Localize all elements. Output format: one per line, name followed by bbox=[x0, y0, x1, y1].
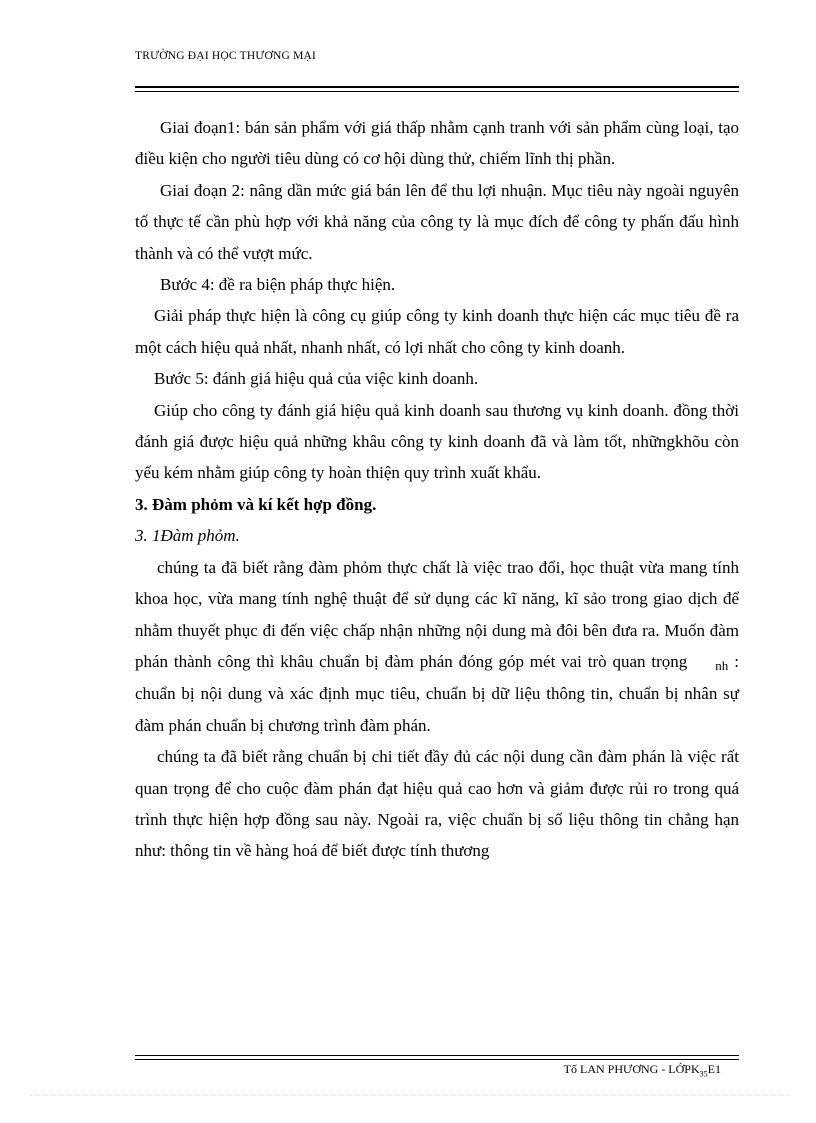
page-footer bbox=[564, 1062, 721, 1078]
paragraph-step-4: Bước 4: đề ra biện pháp thực hiện. bbox=[160, 275, 396, 295]
paragraph-preparation: chúng ta đã biết rằng chuẩn bị chi tiết đầy đủ các nội dung cần đàm phán là việc rất quan trọng để cho cuộc đàm phán đạt hiệu quả cao hơn và giảm được rủi ro trong quá trình thực hiện hợp đồng sau này. Ngoài ra, việc chuẩn bị số liệu thông tin chẳng hạn như: thông tin về hàng hoá để biết được tính thương bbox=[135, 747, 739, 861]
paragraph-phase-2: Giai đoạn 2: nâng dần mức giá bán lên để thu lợi nhuận. Mục tiêu này ngoài nguyên tố thực tế cần phù hợp với khả năng của công ty là mục đích để công ty phấn đấu hình thành và có thể vượt mức. bbox=[135, 180, 739, 263]
inline-abbreviation: nh bbox=[715, 657, 729, 673]
paragraph-phase-1: Giai đoạn1: bán sản phẩm với giá thấp nhằm cạnh tranh với sản phẩm cùng loại, tạo điều kiện cho người tiêu dùng có cơ hội dùng thử, chiếm lĩnh thị phần. bbox=[135, 118, 739, 169]
paragraph-solution: Giải pháp thực hiện là công cụ giúp công ty kinh doanh thực hiện các mục tiêu đề ra một cách hiệu quả nhất, nhanh nhất, có lợi nhất cho công ty kinh doanh. bbox=[135, 306, 739, 357]
footer-class-number: 35 bbox=[699, 1069, 708, 1079]
footer-rule-top bbox=[135, 1055, 739, 1056]
section-heading-3: 3. Đàm phỏm và kí kết hợp đồng. bbox=[135, 494, 377, 514]
paragraph-evaluation: Giúp cho công ty đánh giá hiệu quả kinh doanh sau thương vụ kinh doanh. đồng thời đánh giá được hiệu quả những khâu công ty kinh doanh đã và làm tốt, nhữngkhõu còn yếu kém nhằm giúp công ty hoàn thiện quy trình xuất khẩu. bbox=[135, 400, 739, 483]
paragraph-step-5: Bước 5: đánh giá hiệu quả của việc kinh doanh. bbox=[154, 369, 479, 389]
header-rule-thick bbox=[135, 86, 739, 88]
footer-author: Tố LAN PHƯƠNG - LỚPK bbox=[563, 1062, 700, 1076]
footer-rule-bottom bbox=[135, 1059, 739, 1060]
paragraph-negotiation-part-a: chúng ta đã biết rằng đàm phỏm thực chất là việc trao đổi, học thuật vừa mang tính khoa học, vừa mang tính nghệ thuật để sử dụng các kĩ năng, kĩ sảo trong giao dịch để nhằm thuyết phục đi đến việc chấp nhận những nội dung mà đôi bên đưa ra. Muốn đàm phán thành công thì khâu chuẩn bị đàm phán đóng góp mét vai trò quan trọng bbox=[135, 557, 739, 671]
subsection-heading-3-1: 3. 1Đàm phỏm. bbox=[135, 526, 240, 546]
header-rule-thin bbox=[135, 91, 739, 92]
paragraph-negotiation-definition bbox=[135, 552, 739, 741]
footer-class-suffix: E1 bbox=[707, 1062, 721, 1076]
paragraph-negotiation-part-c: : chuẩn bị nội dung và xác định mục tiêu, chuẩn bị dữ liệu thông tin, chuẩn bị nhân sự đàm phán chuẩn bị chương trình đàm phán. bbox=[135, 651, 739, 735]
page-header: TRƯỜNG ĐẠI HỌC THƯƠNG MẠI bbox=[135, 50, 317, 62]
page-bottom-border bbox=[30, 1095, 790, 1096]
document-body bbox=[135, 112, 739, 867]
